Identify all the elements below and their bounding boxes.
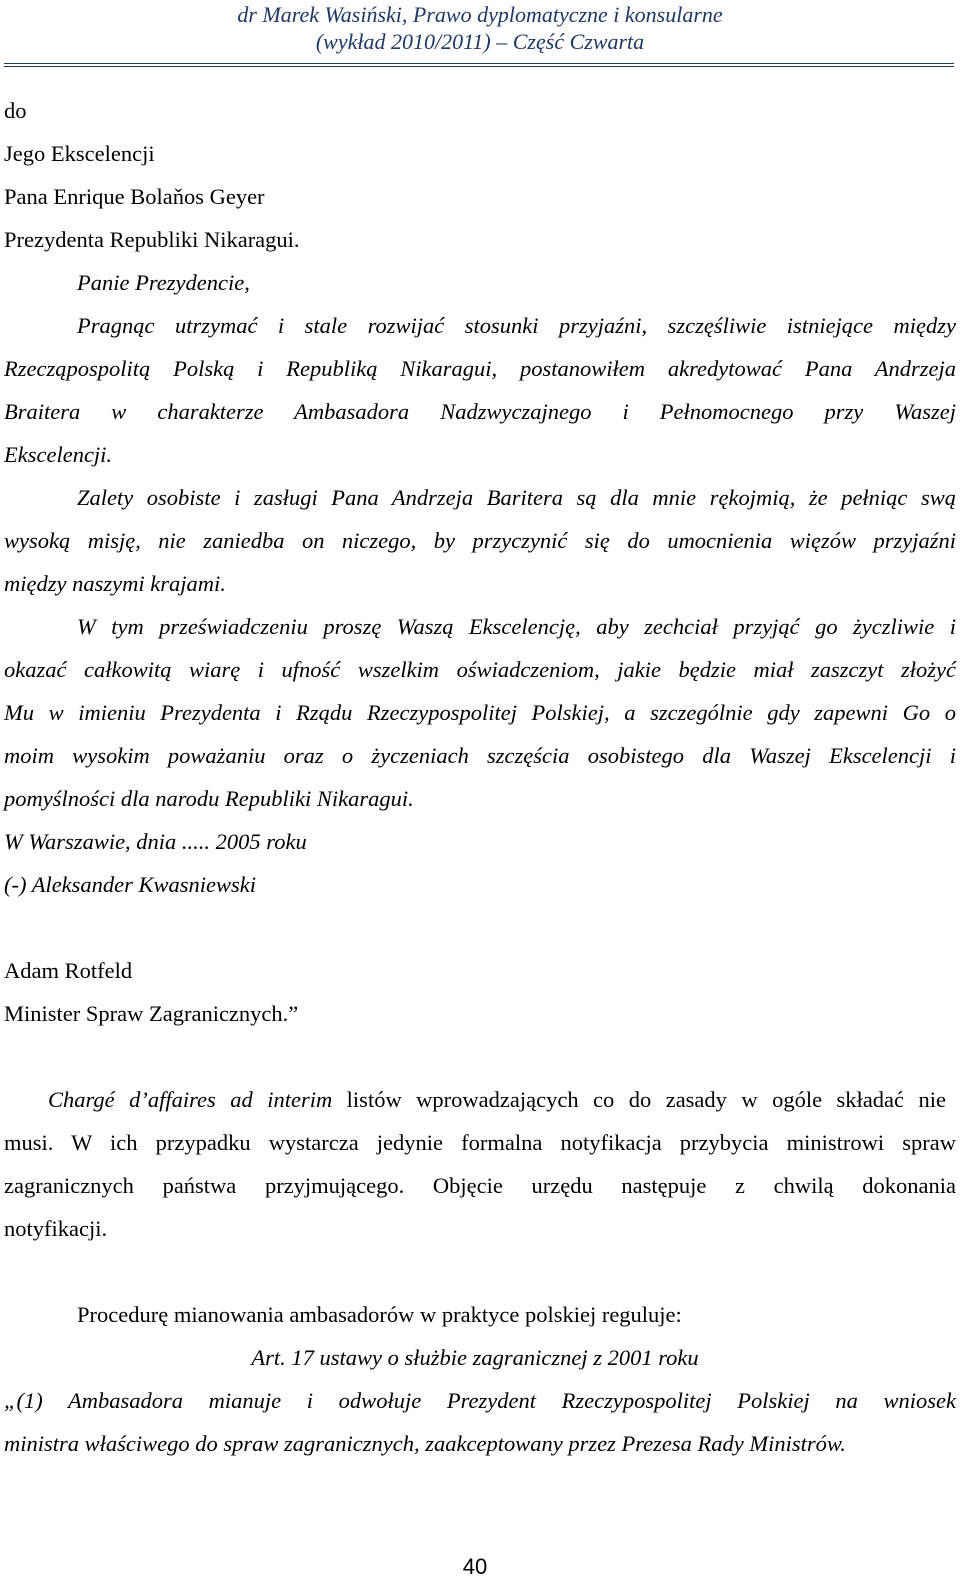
- page-number: 40: [462, 1554, 488, 1579]
- header-rule: [4, 63, 954, 64]
- countersign-title: Minister Spraw Zagranicznych.”: [4, 1001, 299, 1026]
- procedure-intro: Procedurę mianowania ambasadorów w praktyce polskiej reguluje:: [77, 1302, 682, 1327]
- letter-signature: (-) Aleksander Kwasniewski: [4, 872, 257, 897]
- address-line: Jego Ekscelencji: [4, 141, 155, 166]
- letter-p1-line: Pragnąc utrzymać i stale rozwijać stosunki przyjaźni, szczęśliwie istniejące między: [77, 313, 956, 338]
- letter-p3-line: Mu w imieniu Prezydenta i Rządu Rzeczypospolitej Polskiej, a szczególnie gdy zapewni Go o: [4, 700, 956, 725]
- letter-p2-line: między naszymi krajami.: [4, 571, 226, 596]
- charge-paragraph-first-line: [48, 1085, 946, 1115]
- article-title: Art. 17 ustawy o służbie zagranicznej z 2001 roku: [251, 1345, 699, 1370]
- letter-place-date: W Warszawie, dnia ..... 2005 roku: [4, 829, 307, 854]
- address-line: do: [4, 98, 27, 123]
- letter-salutation: Panie Prezydencie,: [77, 270, 250, 295]
- letter-p1-line: Braitera w charakterze Ambasadora Nadzwyczajnego i Pełnomocnego przy Waszej: [4, 399, 956, 424]
- article-quote-line: ministra właściwego do spraw zagranicznych, zaakceptowany przez Prezesa Rady Ministrów.: [4, 1431, 846, 1456]
- letter-p3-line: W tym przeświadczeniu proszę Waszą Ekscelencję, aby zechciał przyjąć go życzliwie i: [77, 614, 956, 639]
- charge-paragraph-line: zagranicznych państwa przyjmującego. Objęcie urzędu następuje z chwilą dokonania: [4, 1173, 956, 1198]
- address-line: Prezydenta Republiki Nikaragui.: [4, 227, 300, 252]
- header-rule-second: [4, 66, 954, 67]
- charge-term: Chargé d’affaires ad interim: [48, 1087, 333, 1112]
- letter-p1-line: Ekscelencji.: [4, 442, 113, 467]
- letter-p1-line: Rzecząpospolitą Polską i Republiką Nikaragui, postanowiłem akredytować Pana Andrzeja: [4, 356, 956, 381]
- article-quote-line: „(1) Ambasadora mianuje i odwołuje Prezydent Rzeczypospolitej Polskiej na wniosek: [4, 1388, 956, 1413]
- letter-p2-line: wysoką misję, nie zaniedba on niczego, by przyczynić się do umocnienia więzów przyjaźni: [4, 528, 956, 553]
- letter-p3-line: moim wysokim poważaniu oraz o życzeniach szczęścia osobistego dla Waszej Ekscelencji i: [4, 743, 956, 768]
- letter-p3-line: pomyślności dla narodu Republiki Nikaragui.: [4, 786, 414, 811]
- address-line: Pana Enrique Bolaňos Geyer: [4, 184, 265, 209]
- charge-paragraph-line: notyfikacji.: [4, 1216, 108, 1241]
- charge-paragraph-line: musi. W ich przypadku wystarcza jedynie formalna notyfikacja przybycia ministrowi spraw: [4, 1130, 956, 1155]
- running-header-line-1: dr Marek Wasiński, Prawo dyplomatyczne i konsularne: [237, 2, 723, 27]
- countersign-name: Adam Rotfeld: [4, 958, 133, 983]
- charge-rest: listów wprowadzających co do zasady w ogóle składać nie: [332, 1087, 946, 1112]
- running-header-line-2: (wykład 2010/2011) – Część Czwarta: [315, 29, 645, 54]
- letter-p2-line: Zalety osobiste i zasługi Pana Andrzeja Baritera są dla mnie rękojmią, że pełniąc swą: [77, 485, 956, 510]
- letter-p3-line: okazać całkowitą wiarę i ufność wszelkim oświadczeniom, jakie będzie miał zaszczyt złożyć: [4, 657, 956, 682]
